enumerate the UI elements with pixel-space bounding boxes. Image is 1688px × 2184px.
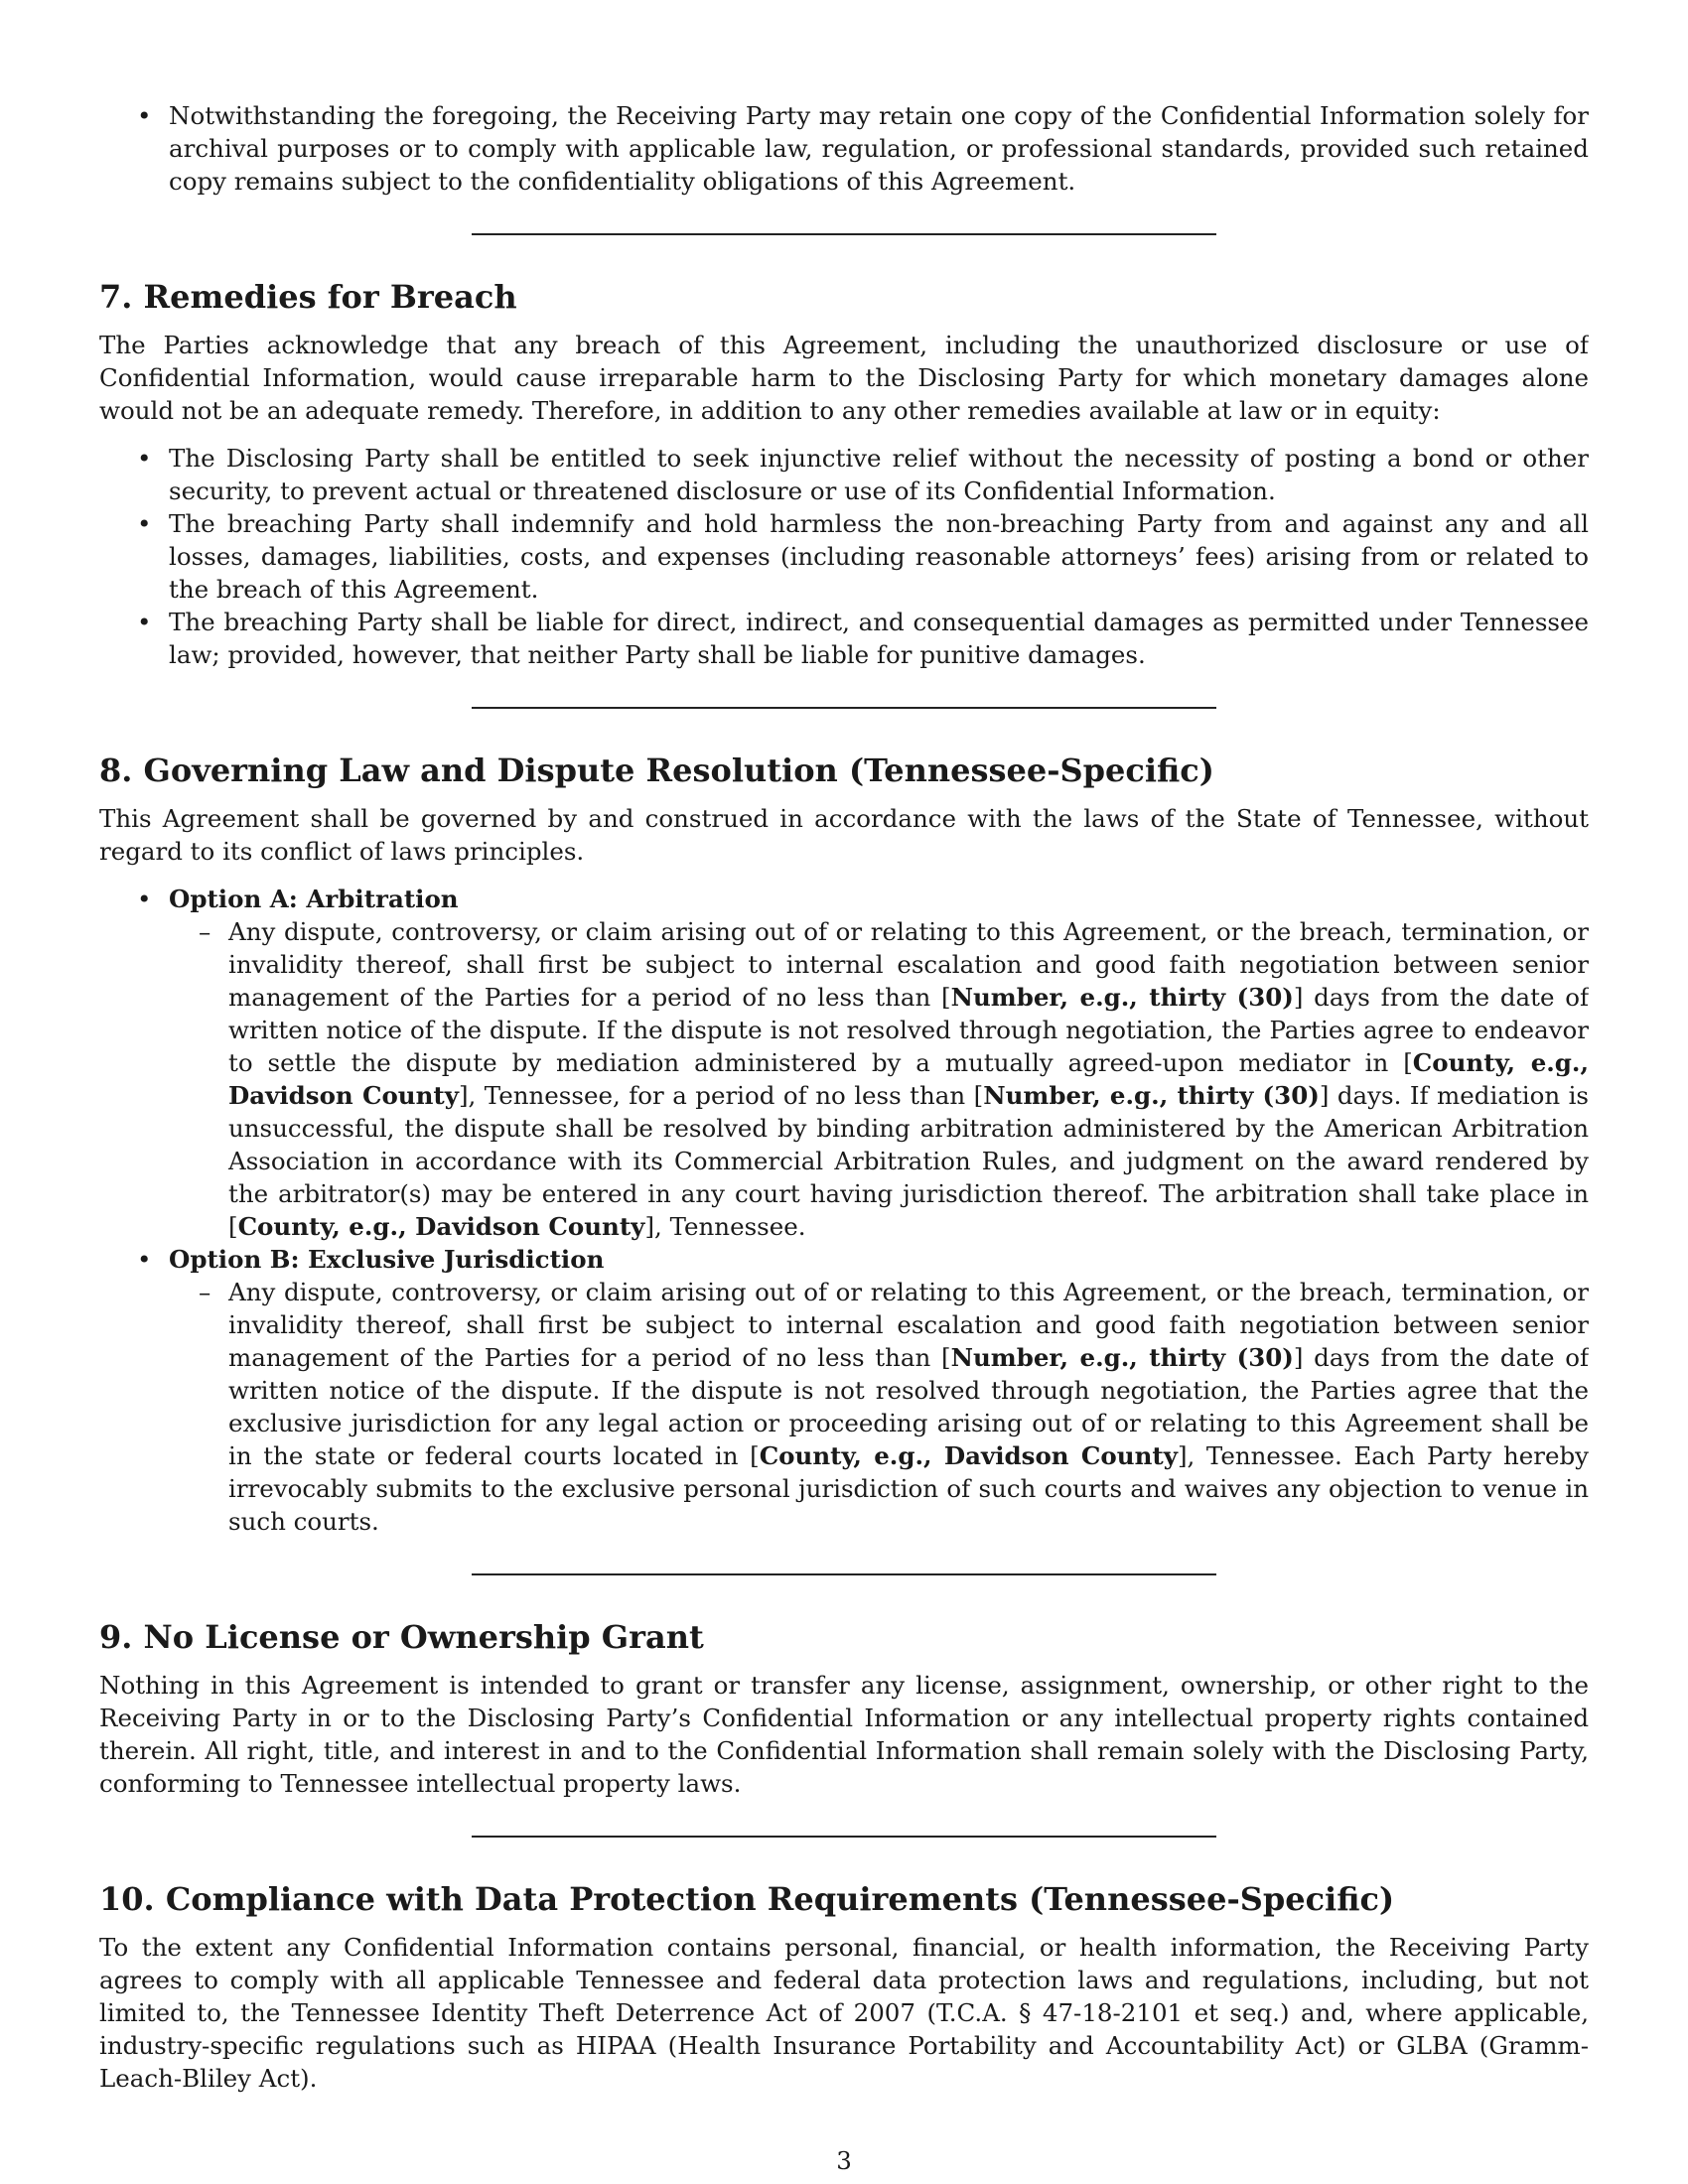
page-number: 3 [836, 2146, 852, 2175]
section-divider [472, 707, 1216, 709]
option-b-text: – Any dispute, controversy, or claim arising out of or relating to this Agreement, or the breach, termination, or invalidity thereof, shall first be subject to internal escalation and good faith negotiation between senior management of the Parties for a period of no less than [Number, e.g., thirty (30)] days from the date of written notice of the dispute. If the dispute is not resolved through negotiation, the Parties agree that the exclusive jurisdiction for any legal action or proceeding arising out of or relating to this Agreement shall be in the state or federal courts located in [County, e.g., Davidson County], Tennessee. Each Party hereby irrevocably submits to the exclusive personal jurisdiction of such courts and waives any objection to venue in such courts. [169, 1276, 1589, 1538]
section-9-heading: 9. No License or Ownership Grant [99, 1618, 704, 1656]
section-10-body: To the extent any Confidential Information contains personal, financial, or health information, the Receiving Party agrees to comply with all applicable Tennessee and federal data protection laws and regulations, including, but not limited to, the Tennessee Identity Theft Deterrence Act of 2007 (T.C.A. § 47-18-2101 et seq.) and, where applicable, industry-specific regulations such as HIPAA (Health Insurance Portability and Accountability Act) or GLBA (Gramm-Leach-Bliley Act). [99, 1933, 1589, 2093]
section-8-intro: This Agreement shall be governed by and construed in accordance with the laws of the State of Tennessee, without regard to its conflict of laws principles. [99, 804, 1589, 866]
option-b-label: Option B: Exclusive Jurisdiction [169, 1245, 605, 1274]
document-page [99, 99, 1589, 2134]
option-b-sublist [169, 1276, 1589, 1538]
placeholder-county: County, e.g., Davidson County [759, 1441, 1178, 1470]
retention-bullet-list [99, 99, 1589, 198]
placeholder-county: County, e.g., Davidson County [228, 1048, 1589, 1110]
section-7-intro: The Parties acknowledge that any breach of this Agreement, including the unauthorized disclosure or use of Confidential Information, would cause irreparable harm to the Disclosing Party for which monetary damages alone would not be an adequate remedy. Therefore, in addition to any other remedies available at law or in equity: [99, 331, 1589, 425]
placeholder-number: Number, e.g., thirty (30) [983, 1081, 1320, 1110]
placeholder-county: County, e.g., Davidson County [237, 1212, 645, 1241]
remedy-injunctive-relief: • The Disclosing Party shall be entitled to seek injunctive relief without the necessity of posting a bond or other security, to prevent actual or threatened disclosure or use of its Confidential Information. [99, 442, 1589, 507]
section-7-remedies-list [99, 442, 1589, 671]
option-a-item [99, 883, 1589, 1243]
section-9-body: Nothing in this Agreement is intended to grant or transfer any license, assignment, ownership, or other right to the Receiving Party in or to the Disclosing Party’s Confidential Information or any intellectual property rights contained therein. All right, title, and interest in and to the Confidential Information shall remain solely with the Disclosing Party, conforming to Tennessee intellectual property laws. [99, 1671, 1589, 1798]
option-a-label: Option A: Arbitration [169, 885, 459, 913]
section-divider [472, 1573, 1216, 1575]
retention-bullet: • Notwithstanding the foregoing, the Receiving Party may retain one copy of the Confidential Information solely for archival purposes or to comply with applicable law, regulation, or professional standards, provided such retained copy remains subject to the confidentiality obligations of this Agreement. [99, 99, 1589, 198]
section-8-options-list [99, 883, 1589, 1538]
placeholder-number: Number, e.g., thirty (30) [950, 1343, 1294, 1372]
section-10-heading: 10. Compliance with Data Protection Requirements (Tennessee-Specific) [99, 1880, 1395, 1918]
remedy-indemnification: • The breaching Party shall indemnify and hold harmless the non-breaching Party from and against any and all losses, damages, liabilities, costs, and expenses (including reasonable attorneys’ fees) arising from or related to the breach of this Agreement. [99, 507, 1589, 606]
option-a-sublist [169, 915, 1589, 1243]
section-8-heading: 8. Governing Law and Dispute Resolution (Tennessee-Specific) [99, 751, 1214, 789]
placeholder-number: Number, e.g., thirty (30) [950, 983, 1294, 1012]
option-a-text: – Any dispute, controversy, or claim arising out of or relating to this Agreement, or the breach, termination, or invalidity thereof, shall first be subject to internal escalation and good faith negotiation between senior management of the Parties for a period of no less than [Number, e.g., thirty (30)] days from the date of written notice of the dispute. If the dispute is not resolved through negotiation, the Parties agree to endeavor to settle the dispute by mediation administered by a mutually agreed-upon mediator in [County, e.g., Davidson County], Tennessee, for a period of no less than [Number, e.g., thirty (30)] days. If mediation is unsuccessful, the dispute shall be resolved by binding arbitration administered by the American Arbitration Association in accordance with its Commercial Arbitration Rules, and judgment on the award rendered by the arbitrator(s) may be entered in any court having jurisdiction thereof. The arbitration shall take place in [County, e.g., Davidson County], Tennessee. [169, 915, 1589, 1243]
option-b-item [99, 1243, 1589, 1538]
remedy-damages: • The breaching Party shall be liable for direct, indirect, and consequential damages as permitted under Tennessee law; provided, however, that neither Party shall be liable for punitive damages. [99, 606, 1589, 671]
section-divider [472, 233, 1216, 235]
section-7-heading: 7. Remedies for Breach [99, 278, 517, 316]
section-divider [472, 1836, 1216, 1838]
